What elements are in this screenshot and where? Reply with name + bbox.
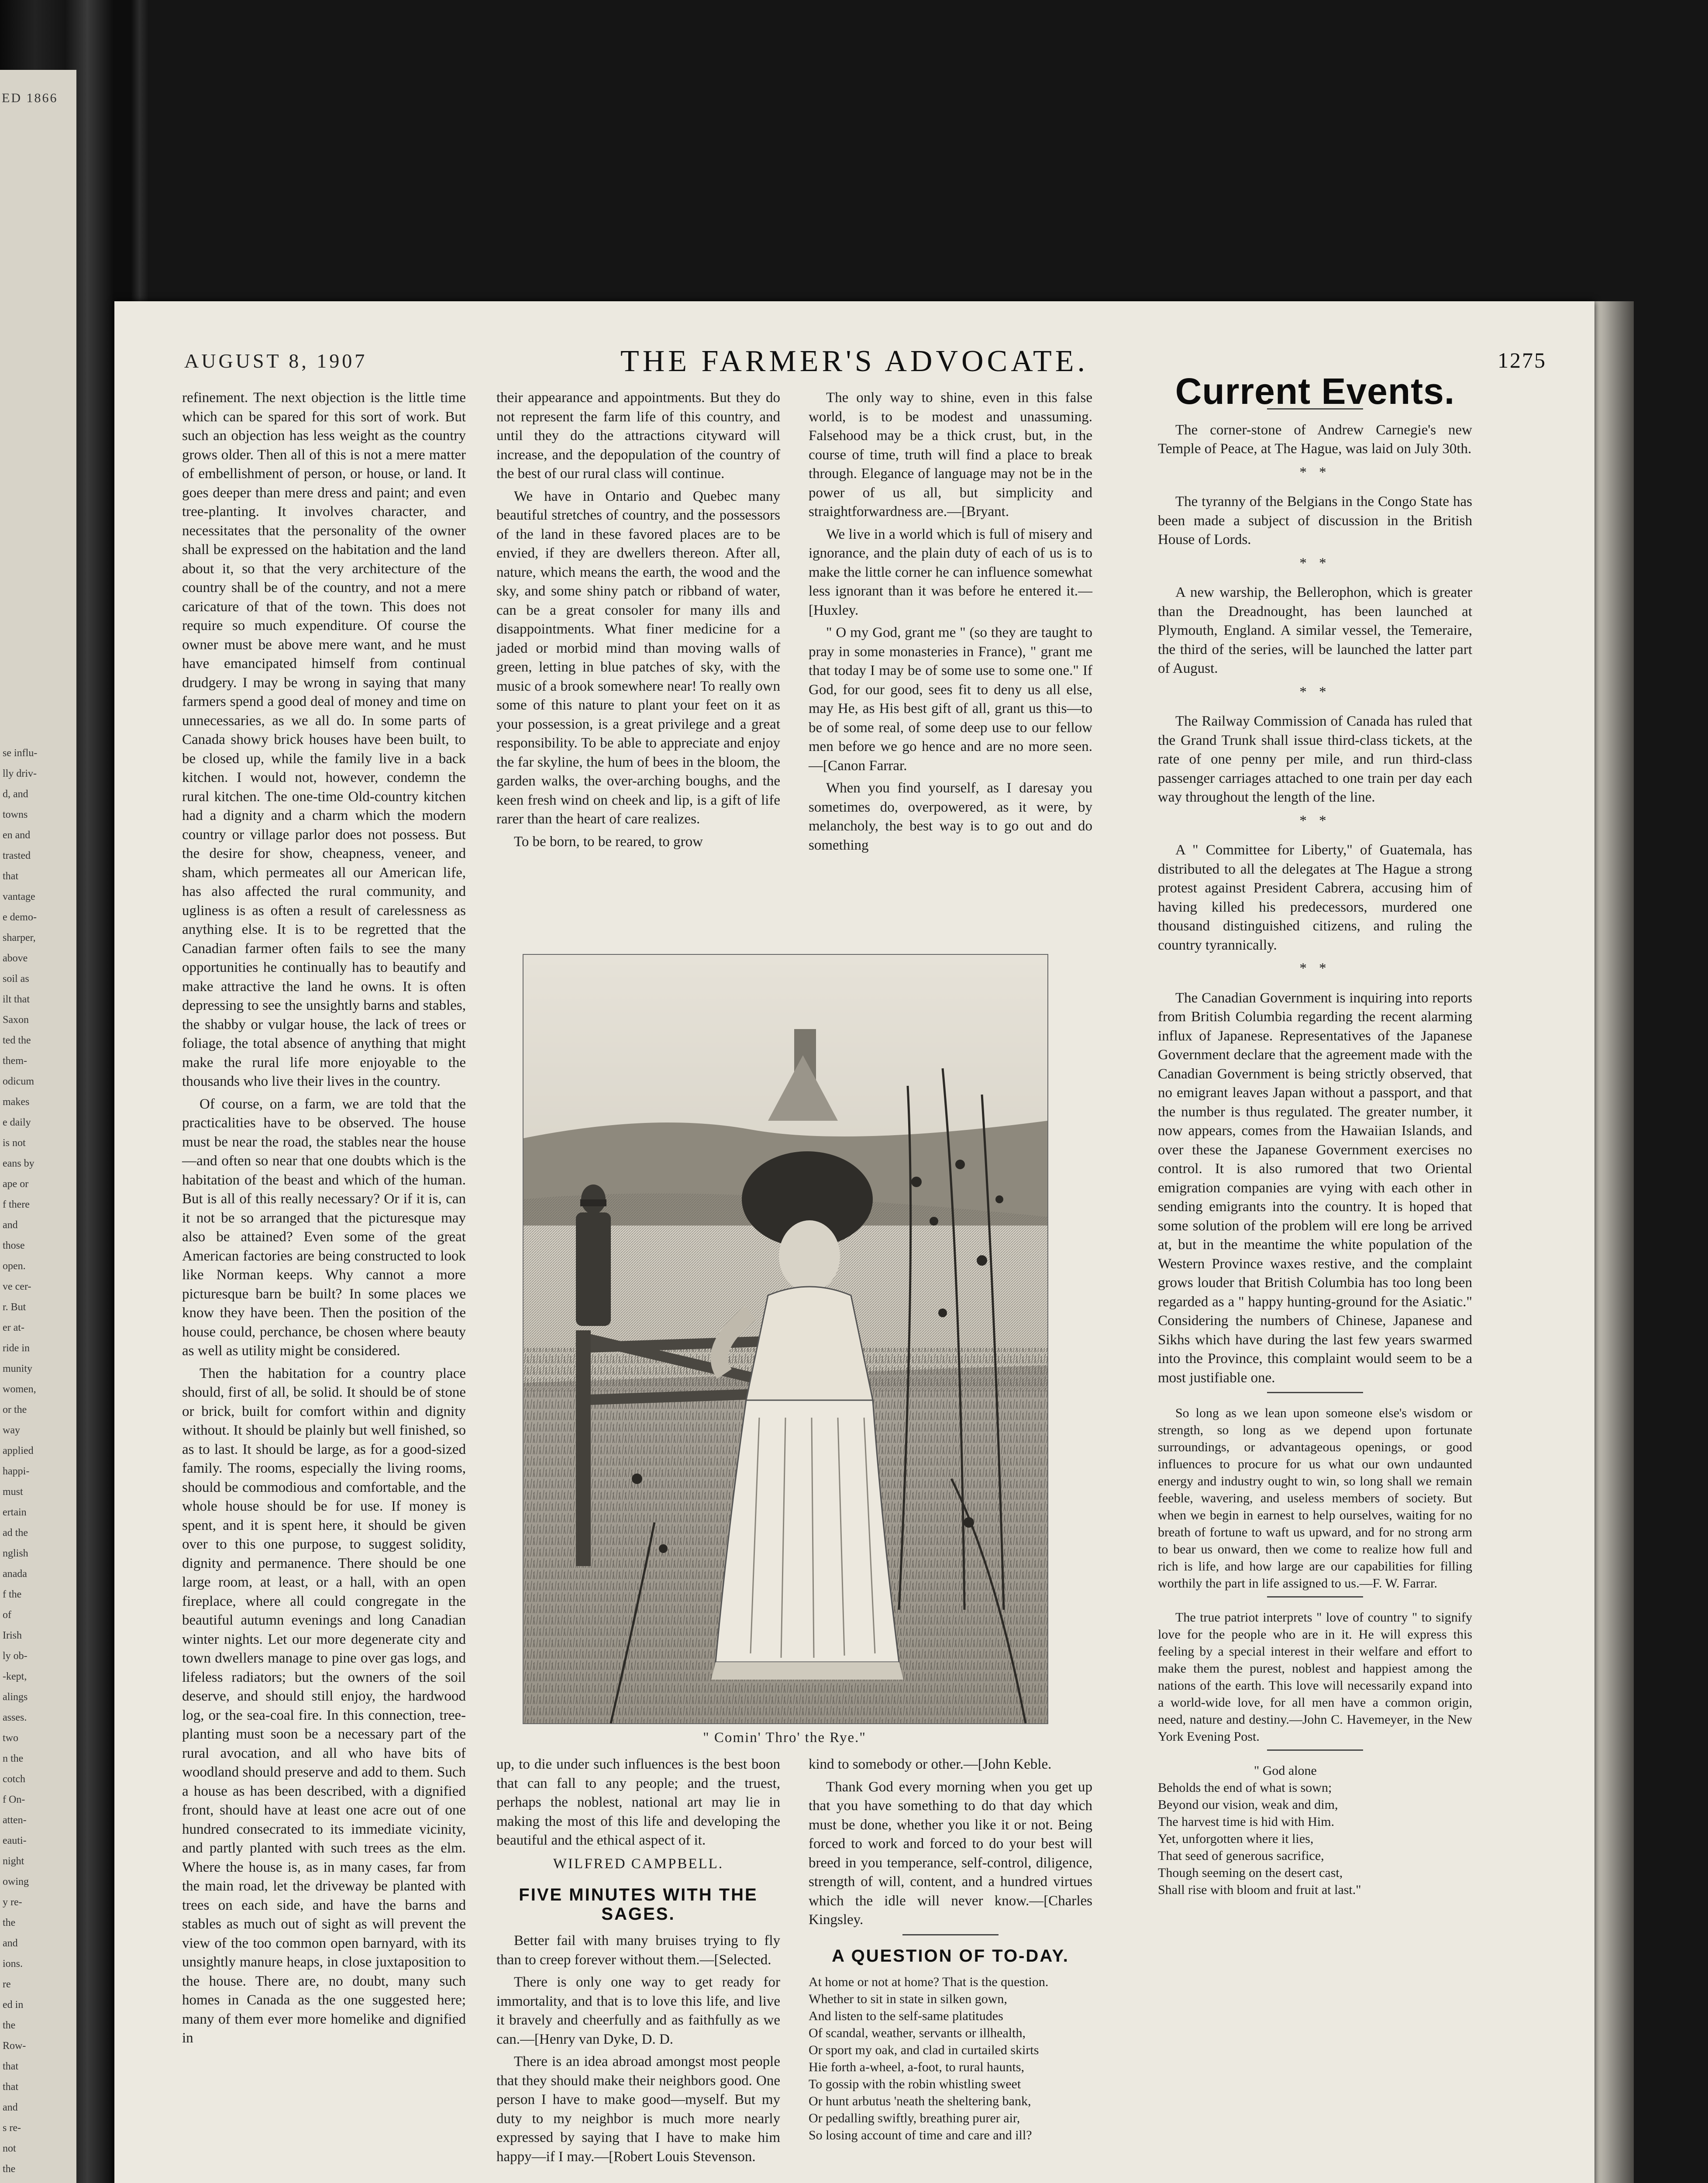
left-page-fragment-line: ly ob- — [3, 1650, 28, 1662]
left-page-fragment-line: the — [3, 1917, 16, 1928]
verse-line: The harvest time is hid with Him. — [1158, 1815, 1335, 1829]
illustration-caption: " Comin' Thro' the Rye." — [703, 1730, 866, 1746]
masthead-title: THE FARMER'S ADVOCATE. — [620, 344, 1089, 378]
news-item: A " Committee for Liberty," of Guatemala, has distributed to all the delegates at The Hague a strong protest against President Cabrera, accusing him of having killed his predecessors, murdered one thousand distinguished citizens, and ruling the country tyrannically. — [1158, 842, 1472, 953]
verse-line: Beyond our vision, weak and dim, — [1158, 1797, 1338, 1812]
left-page-fragment-line: or the — [3, 1404, 27, 1415]
verse-line: Or hunt arbutus 'neath the sheltering bank, — [809, 2094, 1031, 2108]
paragraph: The only way to shine, even in this false world, is to be modest and unassuming. Falsehood may be a thick crust, but, in the course of time, truth will find a place to break through. Elegance of language may not be in the power of us all, but simplicity and straightforwardness are.—[Bryant. — [809, 390, 1092, 520]
left-page-fragment-line: sharper, — [3, 932, 36, 943]
news-item: The Railway Commission of Canada has ruled that the Grand Trunk shall issue third-class tickets, at the rate of one penny per mile, and run third-class passenger carriages attached to one train per day each way throughout the length of the line. — [1158, 713, 1472, 805]
left-page-fragment-line: not — [3, 2143, 16, 2154]
left-page-fragment-line: ted the — [3, 1035, 31, 1046]
left-page-fragment-line: e demo- — [3, 912, 37, 923]
paragraph: their appearance and appointments. But they do not represent the farm life of this country, and until they do the attractions cityward will increase, and the depopulation of the country of the best of our rural class will continue. — [496, 390, 780, 482]
verse-line: Or pedalling swiftly, breathing purer air, — [809, 2111, 1020, 2125]
left-page-fragment-line: ilt that — [3, 994, 30, 1005]
left-page-fragment-line: two — [3, 1732, 18, 1744]
left-page-fragment-line: ions. — [3, 1958, 23, 1970]
left-page-fragment-line: odicum — [3, 1076, 34, 1087]
paragraph: kind to somebody or other.—[John Keble. — [809, 1756, 1052, 1772]
left-page-fragment-line: of — [3, 1609, 11, 1621]
left-page-fragment-line: ertain — [3, 1507, 27, 1518]
left-page-fragment-line: way — [3, 1425, 20, 1436]
verse-line: Shall rise with bloom and fruit at last." — [1158, 1883, 1361, 1897]
left-page-fragment-line: ape or — [3, 1178, 29, 1190]
engraving — [523, 955, 1047, 1723]
divider — [1267, 1749, 1363, 1751]
issue-date: AUGUST 8, 1907 — [184, 350, 368, 372]
left-page-fragment-line: above — [3, 953, 28, 964]
separator-stars: * * — [1299, 813, 1331, 829]
left-page-fragment-line: s re- — [3, 2122, 21, 2134]
left-page-fragment-line: is not — [3, 1137, 26, 1149]
left-page-fragment-line: towns — [3, 809, 28, 820]
left-page-fragment-line: munity — [3, 1363, 33, 1374]
left-page-fragment-line: eans by — [3, 1158, 34, 1169]
paragraph: When you find yourself, as I daresay you sometimes do, overpowered, as it were, by melancholy, the best way is to go out and do something — [809, 780, 1092, 853]
left-page-fragment-line: lly driv- — [3, 768, 37, 779]
paragraph: up, to die under such influences is the best boon that can fall to any people; and the truest, perhaps the noblest, national art may lie in making the most of this life and developing the beautiful and the ethical aspect of it. — [496, 1756, 780, 1848]
left-page-fragment-line: f there — [3, 1199, 30, 1210]
separator-stars: * * — [1299, 684, 1331, 700]
left-page-fragment-line: and — [3, 1938, 18, 1949]
left-page-fragment-line: f On- — [3, 1794, 25, 1805]
paragraph: " O my God, grant me " (so they are taught to pray in some monasteries in France), " grant me that today I may be of some use to some one." If God, for our good, sees fit to deny us all else, may He, as His best gift of all, grant us this—to be of some real, of some deep use to our fellow men before we go hence and are no more seen.—[Canon Farrar. — [809, 625, 1092, 774]
left-page-fragment-line: eauti- — [3, 1835, 27, 1846]
left-page-fragment-line: cotch — [3, 1773, 25, 1785]
left-page-fragment-line: ed in — [3, 1999, 24, 2011]
left-page-fragment-line: Irish — [3, 1630, 22, 1641]
left-page-fragment-line: soil as — [3, 973, 29, 985]
left-page-fragment-line: Saxon — [3, 1014, 29, 1026]
paragraph: refinement. The next objection is the little time which can be spared for this sort of work. But such an objection has less weight as the country grows older. Then all of this is not a mere matter of embellishment of person, or house, or land. It goes deeper than mere dress and paint; and even tree-planting. It involves character, and necessitates that the personality of the owner shall be expressed on the habitation and the land about it, so that the very architecture of the country shall be of the country, and not a mere caricature of that of the town. This does not require so much expenditure. Of course the owner must be above mere want, and he must have emancipated himself from continual drudgery. I may be wrong in saying that many farmers spend a good deal of money and time on unnecessaries, as we all do. In some parts of Canada showy brick houses have been built, to be closed up, while the family live in a back kitchen. I would not, however, condemn the rural kitchen. The one-time Old-country kitchen had a dignity and a charm which the modern country or village parlor does not possess. But the desire for show, cheapness, veneer, and sham, which permeates all our American life, has also affected the rural community, and ugliness is as often a result of carelessness as anything else. It is to be regretted that the Canadian farmer often fails to see the many opportunities he continually has to beautify and make attractive the land he owns. It is often depressing to see the unsightly barns and stables, the shabby or vulgar house, the lack of trees or foliage, the total absence of anything that might make the rural life more enjoyable to the thousands who live their lives in the country. — [182, 390, 466, 1089]
left-page-fragment-line: ad the — [3, 1527, 28, 1539]
paragraph: Thank God every morning when you get up that you have something to do that day which must be done, whether you like it or not. Being forced to work and forced to do your best will breed in you temperance, self-control, diligence, strength of will, content, and a hundred virtues which the idle will never know.—[Charles Kingsley. — [809, 1779, 1092, 1928]
left-page-fragment-line: nglish — [3, 1548, 28, 1559]
left-page-fragment-line: makes — [3, 1096, 30, 1108]
left-page-fragment-line: happi- — [3, 1466, 30, 1477]
verse-line: At home or not at home? That is the question. — [809, 1975, 1049, 1989]
verse-line: Of scandal, weather, servants or illhealth, — [809, 2026, 1026, 2040]
left-page-fragment-line: e daily — [3, 1117, 31, 1128]
left-page-fragment-line: n the — [3, 1753, 24, 1764]
sages-heading: FIVE MINUTES WITH THE SAGES. — [519, 1885, 758, 1924]
left-page-fragment-line: must — [3, 1486, 23, 1498]
left-page-fragment-line: trasted — [3, 850, 31, 861]
left-page-fragment-line: y re- — [3, 1897, 22, 1908]
divider — [1267, 1596, 1363, 1598]
left-page-fragment-line: that — [3, 871, 18, 882]
separator-stars: * * — [1299, 961, 1331, 976]
news-item: The Canadian Government is inquiring into reports from British Columbia regarding the recent alarming influx of Japanese. Representatives of the Japanese Government declare that the agreement made with the Canadian Government is being strictly observed, that no emigrant leaves Japan without a passport, and that the number is thus regulated. The greater number, it now appears, comes from the Hawaiian Islands, and over these the Japanese Government exercises no control. It is also rumored that two Oriental emigration companies are vying with each other in sending emigrants into the country. It is hoped that some solution of the problem will ere long be arrived at, but in the meantime the white population of the Western Province waxes restive, and the complaint grows louder that British Columbia has too long been regarded as a " happy hunting-ground for the Asiatic." Considering the numbers of Chinese, Japanese and Sikhs which have during the last few years swarmed into the Province, this complaint would seem to be a most justifiable one. — [1158, 990, 1472, 1386]
quote: The true patriot interprets " love of country " to signify love for the people who are in it. He will express this feeling by a special interest in their welfare and effort to make them the purest, noblest and happiest among the nations of the earth. This love will necessarily expand into a world-wide love, for all men have a common origin, need, nature and destiny.—John C. Havemeyer, in the New York Evening Post. — [1158, 1610, 1472, 1744]
left-page-fragment-line: r. But — [3, 1302, 26, 1313]
quote: There is only one way to get ready for immortality, and that is to love this life, and live it bravely and cheerfully and as faithfully as we can.—[Henry van Dyke, D. D. — [496, 1974, 780, 2047]
verse-line: Or sport my oak, and clad in curtailed skirts — [809, 2043, 1039, 2057]
quote: So long as we lean upon someone else's wisdom or strength, so long as we depend upon fortunate surroundings, or advantageous openings, or good influences to procure for us what our own undaunted energy and industry ought to win, so long shall we remain feeble, wavering, and useless members of society. But when we begin in earnest to help ourselves, waiting for no breath of fortune to waft us upward, and for no strong arm to bear us onward, then we come to realize how full and rich is life, and how large are our capabilities for filling worthily the part in life assigned to us.—F. W. Farrar. — [1158, 1406, 1472, 1591]
left-page-fragment-line: ride in — [3, 1343, 30, 1354]
left-page-fragment-line: f the — [3, 1589, 22, 1600]
left-page-fragment-line: women, — [3, 1384, 36, 1395]
left-page-fragment-line: the — [3, 2163, 16, 2175]
divider — [1267, 1392, 1363, 1393]
quote: Better fail with many bruises trying to fly than to creep forever without them.—[Selected. — [496, 1933, 780, 1968]
column-2-bottom — [496, 1755, 780, 2170]
verse-line: And listen to the self-same platitudes — [809, 2009, 1003, 2023]
quote: There is an idea abroad amongst most people that they should make their neighbors good. One person I have to make good—myself. But my duty to my neighbor is much more nearly expressed by saying that I have to make him happy—if I may.—[Robert Louis Stevenson. — [496, 2054, 780, 2165]
left-page-fragment-line: those — [3, 1240, 25, 1251]
verse-line: Hie forth a-wheel, a-foot, to rural haunts, — [809, 2060, 1024, 2074]
signature: WILFRED CAMPBELL. — [553, 1856, 724, 1872]
column-3-top — [809, 389, 1092, 858]
left-page-fragment-line: owing — [3, 1876, 29, 1887]
left-page-fragment — [0, 70, 76, 2183]
column-1 — [182, 389, 466, 2052]
left-page-fragment-line: night — [3, 1856, 24, 1867]
verse-line: To gossip with the robin whistling sweet — [809, 2077, 1021, 2091]
left-page-fragment-line: re — [3, 1979, 11, 1990]
left-page-fragment-line: that — [3, 2081, 18, 2093]
paragraph: Of course, on a farm, we are told that the practicalities have to be observed. The house must be near the road, the stables near the house—and often so near that one doubts which is the habitation of the beast and which of the human. But is all of this really necessary? Or if it is, can it not be so arranged that the picturesque may also be attained? Even some of the great American factories are being constructed to look like Norman keeps. Why cannot a more picturesque barn be built? In some places we know they have been. Then the position of the house could, perchance, be chosen where beauty as well as utility might be considered. — [182, 1096, 466, 1359]
news-item: A new warship, the Bellerophon, which is greater than the Dreadnought, has been launched at Plymouth, England. A similar vessel, the Temeraire, the third of the series, will be launched the latter part of August. — [1158, 585, 1472, 676]
column-2-top — [496, 389, 780, 855]
verse-line: That seed of generous sacrifice, — [1158, 1849, 1324, 1863]
left-page-fragment-line: applied — [3, 1445, 34, 1456]
page-edge — [1594, 301, 1634, 2183]
left-page-fragment-line: atten- — [3, 1815, 27, 1826]
left-page-fragment-line: d, and — [3, 788, 28, 800]
current-events-title: Current Events. — [1175, 371, 1455, 412]
paragraph: We live in a world which is full of misery and ignorance, and the plain duty of each of us is to make the little corner he can influence somewhat less ignorant than it was before he entered it.—[Huxley. — [809, 526, 1092, 618]
page-number: 1275 — [1498, 348, 1546, 372]
illustration-comin-thro-the-rye — [523, 954, 1048, 1724]
paragraph: Then the habitation for a country place should, first of all, be solid. It should be of stone or brick, built for comfort within and dignity without. It should be plainly but well finished, so as to last. It should be large, as for a good-sized family. The rooms, especially the living rooms, should be commodious and comfortable, and the whole house should be for use. If money is spent, and it is spent here, it should be given over to this one purpose, to suggest solidity, dignity and permanence. There should be one large room, at least, or a hall, with an open fireplace, where all could congregate in the beautiful autumn evenings and long Canadian winter nights. Let our more degenerate city and town dwellers manage to pine over gas logs, and lifeless radiators; but the owners of the soil deserve, and should still enjoy, the hardwood log, or the sea-coal fire. In this connection, tree-planting must soon be a necessary part of the rural avocation, and all who have bits of woodland should preserve and add to them. Such a house as has been described, with a dignified front, should have at least one acre out of one hundred consecrated to its immediate vicinity, and partly planted with such trees as the elm. Where the house is, as in many cases, far from the main road, let the driveway be planted with trees on each side, and have the barns and stables as much out of sight as will prevent the view of the too common open barnyard, with its unsightly manure heaps, in close juxtaposition to the house. There are, no doubt, many such homes in Canada as the one suggested here; many of them ever more homelike and dignified in — [182, 1365, 466, 2046]
paragraph: To be born, to be reared, to grow — [514, 833, 703, 850]
verse-line: Though seeming on the desert cast, — [1158, 1866, 1343, 1880]
poem-title: " God alone — [1254, 1763, 1317, 1778]
left-page-fragment-line: them- — [3, 1055, 27, 1067]
left-page-fragment-line: vantage — [3, 891, 35, 902]
news-item: The corner-stone of Andrew Carnegie's new Temple of Peace, at The Hague, was laid on July 30th. — [1158, 422, 1472, 457]
left-page-fragment-line: se influ- — [3, 747, 38, 759]
left-page-fragment-line: -kept, — [3, 1671, 27, 1682]
left-page-fragment-line: that — [3, 2061, 18, 2072]
left-running-head: ED 1866 — [2, 91, 58, 105]
column-3-bottom — [809, 1755, 1092, 2144]
paragraph: We have in Ontario and Quebec many beautiful stretches of country, and the possessors of the land in these favored places are to be envied, if they are dwellers thereon. After all, nature, which means the earth, the wood and the sky, and some shiny patch or ribband of water, can be a great consoler for many ills and disappointments. What finer medicine for a jaded or morbid mind than moving walls of green, letting in blue patches of sky, with the music of a brook somewhere near! To really own some of this nature to plant your feet on it as your possession, is a great privilege and a great responsibility. To be able to appreciate and enjoy the far skyline, the hum of bees in the bloom, the garden walks, the over-arching boughs, and the keen fresh wind on cheek and lip, is a gift of life rarer than the heart of care realizes. — [496, 488, 780, 827]
left-page-fragment-line: Row- — [3, 2040, 26, 2052]
left-page-fragment-line: anada — [3, 1568, 27, 1580]
question-heading: A QUESTION OF TO-DAY. — [832, 1946, 1069, 1966]
left-page-fragment-line: open. — [3, 1260, 26, 1272]
left-page-fragment-line: and — [3, 1219, 18, 1231]
left-page-fragment-line: and — [3, 2102, 18, 2113]
left-page-fragment-line: the — [3, 2020, 16, 2031]
left-page-fragment-line: alings — [3, 1691, 28, 1703]
separator-stars: * * — [1299, 464, 1331, 480]
verse-line: Whether to sit in state in silken gown, — [809, 1992, 1007, 2006]
newspaper-page — [114, 301, 1594, 2183]
news-item: The tyranny of the Belgians in the Congo State has been made a subject of discussion in the British House of Lords. — [1158, 494, 1472, 547]
verse-line: Yet, unforgotten where it lies, — [1158, 1832, 1314, 1846]
separator-stars: * * — [1299, 555, 1331, 571]
left-page-fragment-line: en and — [3, 830, 31, 841]
left-page-fragment-line: asses. — [3, 1712, 27, 1723]
left-page-fragment-line: er at- — [3, 1322, 24, 1333]
left-page-fragment-line: ve cer- — [3, 1281, 31, 1292]
column-current-events — [1158, 371, 1472, 1898]
verse-line: Beholds the end of what is sown; — [1158, 1780, 1332, 1795]
divider — [902, 1934, 999, 1935]
verse-line: So losing account of time and care and ill? — [809, 2128, 1032, 2142]
